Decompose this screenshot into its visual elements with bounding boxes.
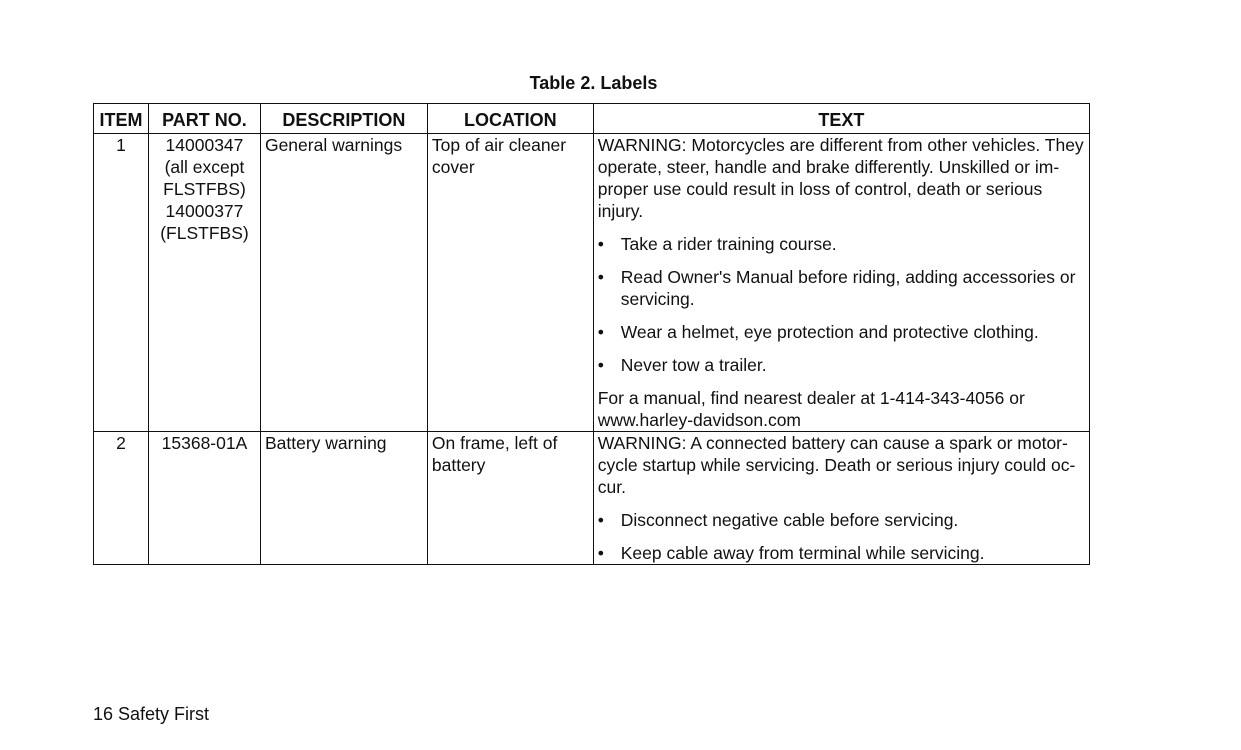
bullet-item xyxy=(598,266,1085,310)
warning-text: WARNING: A connected battery can cause a spark or motor-cycle startup while servicing. Death or serious injury could oc-cur. xyxy=(597,433,1076,497)
bullet-list xyxy=(598,233,1085,376)
bullet-icon: • xyxy=(597,234,604,254)
bullet-item xyxy=(598,542,1085,564)
description: General warnings xyxy=(260,134,427,432)
part-line: 15368-01A xyxy=(161,433,248,453)
bullet-item xyxy=(598,233,1085,255)
table-row xyxy=(94,134,1090,432)
bullet-text: Wear a helmet, eye protection and protective clothing. xyxy=(620,322,1039,342)
table-header-row xyxy=(94,104,1090,134)
bullet-icon: • xyxy=(597,355,604,375)
bullet-text: Never tow a trailer. xyxy=(620,355,767,375)
header-part-no: PART NO. xyxy=(148,104,260,134)
part-line: 14000347 xyxy=(165,135,244,155)
bullet-text: Disconnect negative cable before servicing. xyxy=(620,510,959,530)
label-text xyxy=(593,134,1089,432)
description: Battery warning xyxy=(260,432,427,565)
dealer-text: For a manual, find nearest dealer at 1-414-343-4056 or www.harley-davidson.com xyxy=(597,388,1025,430)
warning-text: WARNING: Motorcycles are different from other vehicles. They operate, steer, handle and brake differently. Unskilled or im-proper use could result in loss of control, death or serious injury. xyxy=(597,135,1084,221)
header-description: DESCRIPTION xyxy=(260,104,427,134)
page-footer: 16 Safety First xyxy=(93,704,210,724)
table-title: Table 2. Labels xyxy=(529,73,658,93)
part-number xyxy=(148,134,260,432)
part-line: FLSTFBS) xyxy=(163,179,246,199)
header-text: TEXT xyxy=(593,104,1089,134)
bullet-list xyxy=(598,509,1085,564)
bullet-item xyxy=(598,509,1085,531)
item-number: 1 xyxy=(94,134,149,432)
header-location: LOCATION xyxy=(427,104,593,134)
part-line: (FLSTFBS) xyxy=(160,223,249,243)
location: Top of air cleaner cover xyxy=(427,134,593,432)
bullet-text: Take a rider training course. xyxy=(620,234,837,254)
labels-table xyxy=(93,103,1090,565)
part-line: 14000377 xyxy=(165,201,244,221)
label-text xyxy=(593,432,1089,565)
bullet-item xyxy=(598,354,1085,376)
part-line: (all except xyxy=(164,157,245,177)
bullet-text: Read Owner's Manual before riding, adding accessories or servicing. xyxy=(620,267,1076,309)
location: On frame, left of battery xyxy=(427,432,593,565)
table-row xyxy=(94,432,1090,565)
bullet-item xyxy=(598,321,1085,343)
bullet-icon: • xyxy=(597,510,604,530)
bullet-icon: • xyxy=(597,543,604,563)
item-number: 2 xyxy=(94,432,149,565)
header-item: ITEM xyxy=(94,104,149,134)
bullet-text: Keep cable away from terminal while servicing. xyxy=(620,543,985,563)
bullet-icon: • xyxy=(597,267,604,287)
part-number xyxy=(148,432,260,565)
bullet-icon: • xyxy=(597,322,604,342)
